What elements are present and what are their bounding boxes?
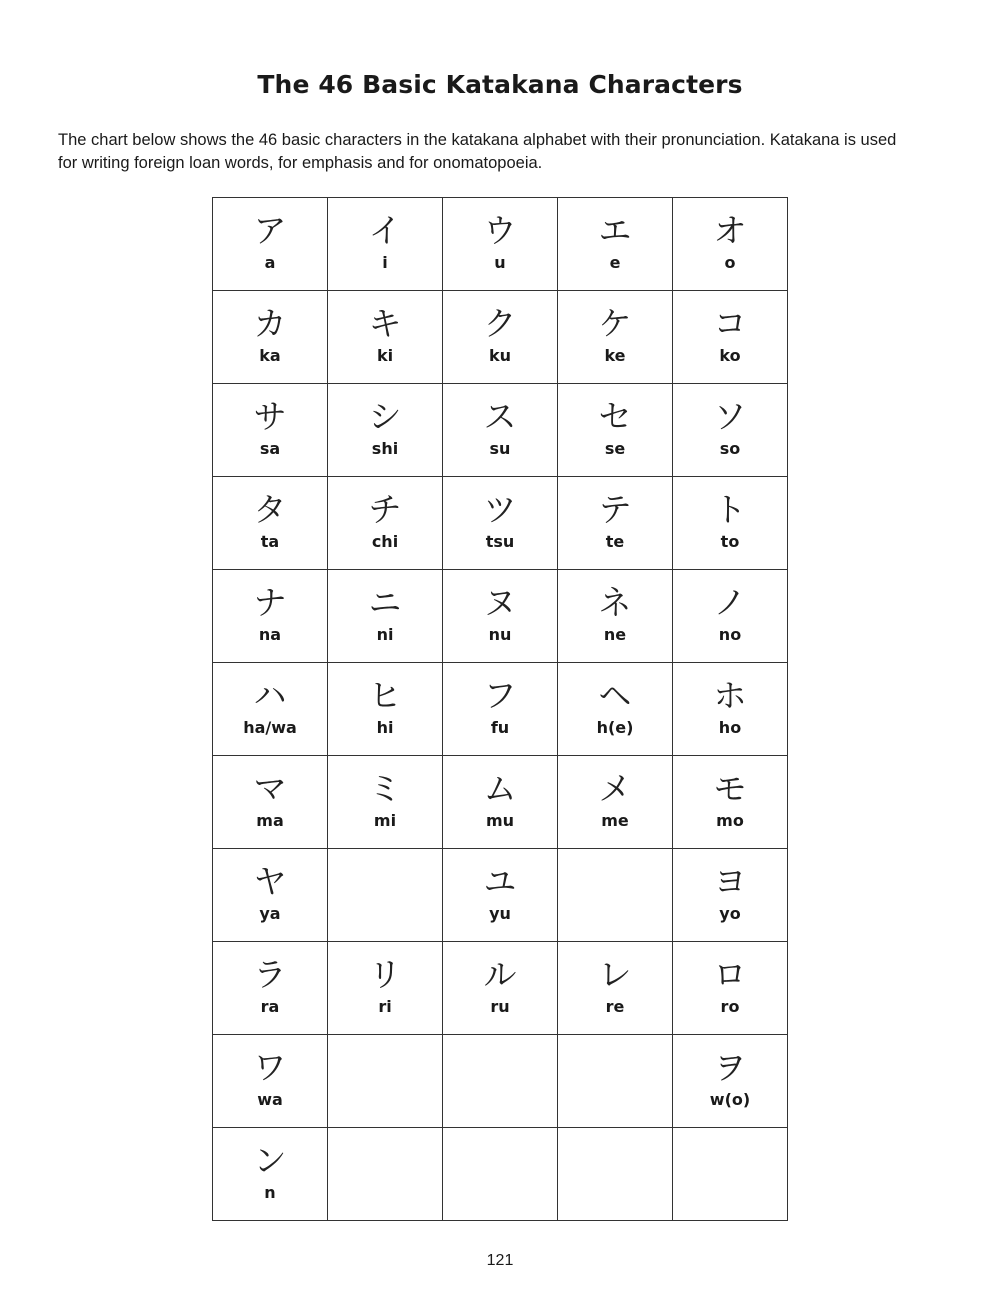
- romaji-label: ro: [720, 997, 740, 1016]
- kana-cell: [443, 663, 558, 756]
- kana-cell: [328, 942, 443, 1035]
- romaji-label: ha/wa: [243, 718, 297, 737]
- intro-line-1: The chart below shows the 46 basic characters in the katakana alphabet with their pronunciation. Katakana is used: [58, 131, 897, 149]
- romaji-label: ke: [604, 346, 626, 365]
- kana-character: シ: [368, 397, 402, 436]
- kana-cell: [213, 663, 328, 756]
- empty-cell: [673, 1128, 788, 1221]
- kana-cell: [213, 291, 328, 384]
- kana-cell: [213, 849, 328, 942]
- romaji-label: mo: [716, 811, 744, 830]
- kana-cell: [328, 570, 443, 663]
- empty-cell: [328, 1035, 443, 1128]
- kana-cell: [558, 756, 673, 849]
- kana-row-na: [213, 570, 788, 663]
- kana-cell: [443, 477, 558, 570]
- kana-character: ヌ: [483, 583, 517, 622]
- romaji-label: fu: [490, 718, 510, 737]
- romaji-label: ma: [256, 811, 284, 830]
- kana-character: ネ: [598, 583, 632, 622]
- kana-row-ha: [213, 663, 788, 756]
- romaji-label: shi: [371, 439, 399, 458]
- kana-character: キ: [368, 304, 402, 343]
- kana-cell: [558, 570, 673, 663]
- romaji-label: ya: [259, 904, 281, 923]
- kana-character: カ: [253, 304, 287, 343]
- kana-cell: [328, 663, 443, 756]
- kana-character: チ: [368, 490, 402, 529]
- kana-character: ツ: [483, 490, 517, 529]
- kana-character: ナ: [253, 583, 287, 622]
- kana-character: ヲ: [713, 1048, 747, 1087]
- romaji-label: mu: [485, 811, 515, 830]
- kana-character: ソ: [713, 397, 747, 436]
- romaji-label: se: [604, 439, 626, 458]
- kana-cell: [673, 477, 788, 570]
- kana-character: ハ: [253, 676, 287, 715]
- kana-row-wa: [213, 1035, 788, 1128]
- kana-cell: [213, 198, 328, 291]
- romaji-label: ka: [259, 346, 281, 365]
- empty-cell: [558, 849, 673, 942]
- romaji-label: re: [605, 997, 625, 1016]
- page-number: 121: [486, 1252, 514, 1269]
- romaji-label: ko: [719, 346, 741, 365]
- intro-paragraph: [58, 129, 958, 175]
- kana-cell: [558, 663, 673, 756]
- kana-character: ノ: [713, 583, 747, 622]
- romaji-label: sa: [259, 439, 281, 458]
- kana-cell: [213, 1128, 328, 1221]
- kana-character: ス: [483, 397, 517, 436]
- kana-cell: [213, 477, 328, 570]
- empty-cell: [328, 1128, 443, 1221]
- kana-cell: [328, 291, 443, 384]
- romaji-label: yu: [489, 904, 511, 923]
- kana-character: ユ: [483, 862, 517, 901]
- kana-cell: [673, 756, 788, 849]
- kana-cell: [673, 291, 788, 384]
- kana-cell: [328, 756, 443, 849]
- romaji-label: n: [264, 1183, 276, 1202]
- romaji-label: w(o): [709, 1090, 751, 1109]
- page-title: The 46 Basic Katakana Characters: [257, 70, 743, 99]
- kana-cell: [213, 384, 328, 477]
- romaji-label: ru: [490, 997, 510, 1016]
- intro-line-2: for writing foreign loan words, for emphasis and for onomatopoeia.: [58, 154, 543, 172]
- romaji-label: mi: [373, 811, 397, 830]
- kana-character: サ: [253, 397, 287, 436]
- kana-character: テ: [598, 490, 632, 529]
- romaji-label: tsu: [485, 532, 515, 551]
- empty-cell: [558, 1128, 673, 1221]
- kana-cell: [328, 198, 443, 291]
- kana-character: ヒ: [368, 676, 402, 715]
- kana-character: マ: [253, 769, 287, 808]
- romaji-label: ta: [260, 532, 280, 551]
- kana-cell: [213, 570, 328, 663]
- kana-row-ya: [213, 849, 788, 942]
- kana-row-a: [213, 198, 788, 291]
- kana-character: ク: [483, 304, 517, 343]
- kana-cell: [558, 384, 673, 477]
- romaji-label: o: [724, 253, 736, 272]
- romaji-label: ri: [378, 997, 392, 1016]
- romaji-label: nu: [488, 625, 512, 644]
- kana-character: ロ: [713, 955, 747, 994]
- kana-cell: [558, 198, 673, 291]
- romaji-label: so: [719, 439, 741, 458]
- kana-character: ヘ: [598, 676, 632, 715]
- romaji-label: ku: [488, 346, 512, 365]
- kana-character: エ: [598, 211, 632, 250]
- romaji-label: te: [605, 532, 625, 551]
- kana-cell: [443, 384, 558, 477]
- kana-character: オ: [713, 211, 747, 250]
- kana-character: ン: [253, 1141, 287, 1180]
- empty-cell: [443, 1128, 558, 1221]
- kana-character: レ: [598, 955, 632, 994]
- romaji-label: su: [489, 439, 511, 458]
- kana-cell: [213, 1035, 328, 1128]
- katakana-chart: [212, 197, 788, 1221]
- kana-cell: [443, 198, 558, 291]
- kana-cell: [673, 1035, 788, 1128]
- romaji-label: e: [609, 253, 621, 272]
- kana-row-n: [213, 1128, 788, 1221]
- romaji-label: me: [601, 811, 629, 830]
- romaji-label: hi: [376, 718, 394, 737]
- kana-character: ウ: [483, 211, 517, 250]
- kana-character: ム: [483, 769, 517, 808]
- romaji-label: no: [718, 625, 742, 644]
- kana-cell: [213, 756, 328, 849]
- kana-cell: [673, 942, 788, 1035]
- romaji-label: to: [720, 532, 740, 551]
- kana-character: ヤ: [253, 862, 287, 901]
- romaji-label: ne: [603, 625, 627, 644]
- kana-row-ka: [213, 291, 788, 384]
- romaji-label: ni: [376, 625, 394, 644]
- kana-cell: [328, 477, 443, 570]
- kana-row-ma: [213, 756, 788, 849]
- kana-row-ta: [213, 477, 788, 570]
- kana-cell: [213, 942, 328, 1035]
- romaji-label: wa: [257, 1090, 283, 1109]
- kana-character: ト: [713, 490, 747, 529]
- empty-cell: [328, 849, 443, 942]
- kana-character: ワ: [253, 1048, 287, 1087]
- kana-character: ミ: [368, 769, 402, 808]
- kana-row-ra: [213, 942, 788, 1035]
- kana-character: イ: [368, 211, 402, 250]
- empty-cell: [443, 1035, 558, 1128]
- kana-character: ラ: [253, 955, 287, 994]
- romaji-label: yo: [719, 904, 741, 923]
- kana-cell: [328, 384, 443, 477]
- empty-cell: [558, 1035, 673, 1128]
- kana-row-sa: [213, 384, 788, 477]
- kana-cell: [673, 384, 788, 477]
- romaji-label: u: [494, 253, 506, 272]
- kana-cell: [558, 477, 673, 570]
- kana-character: ホ: [713, 676, 747, 715]
- romaji-label: ho: [718, 718, 742, 737]
- kana-character: ニ: [368, 583, 402, 622]
- kana-character: コ: [713, 304, 747, 343]
- kana-character: ヨ: [713, 862, 747, 901]
- kana-cell: [443, 942, 558, 1035]
- romaji-label: ki: [376, 346, 394, 365]
- romaji-label: ra: [260, 997, 280, 1016]
- kana-cell: [443, 570, 558, 663]
- romaji-label: i: [382, 253, 388, 272]
- kana-character: セ: [598, 397, 632, 436]
- kana-cell: [673, 849, 788, 942]
- kana-character: リ: [368, 955, 402, 994]
- romaji-label: a: [264, 253, 276, 272]
- romaji-label: h(e): [596, 718, 634, 737]
- kana-cell: [558, 942, 673, 1035]
- kana-cell: [673, 570, 788, 663]
- kana-character: メ: [598, 769, 632, 808]
- kana-cell: [673, 198, 788, 291]
- kana-character: ア: [253, 211, 287, 250]
- kana-character: ル: [483, 955, 517, 994]
- romaji-label: na: [258, 625, 282, 644]
- kana-character: フ: [483, 676, 517, 715]
- kana-character: ケ: [598, 304, 632, 343]
- kana-cell: [558, 291, 673, 384]
- romaji-label: chi: [371, 532, 399, 551]
- kana-character: モ: [713, 769, 747, 808]
- kana-cell: [443, 756, 558, 849]
- kana-cell: [443, 849, 558, 942]
- kana-cell: [673, 663, 788, 756]
- kana-cell: [443, 291, 558, 384]
- kana-character: タ: [253, 490, 287, 529]
